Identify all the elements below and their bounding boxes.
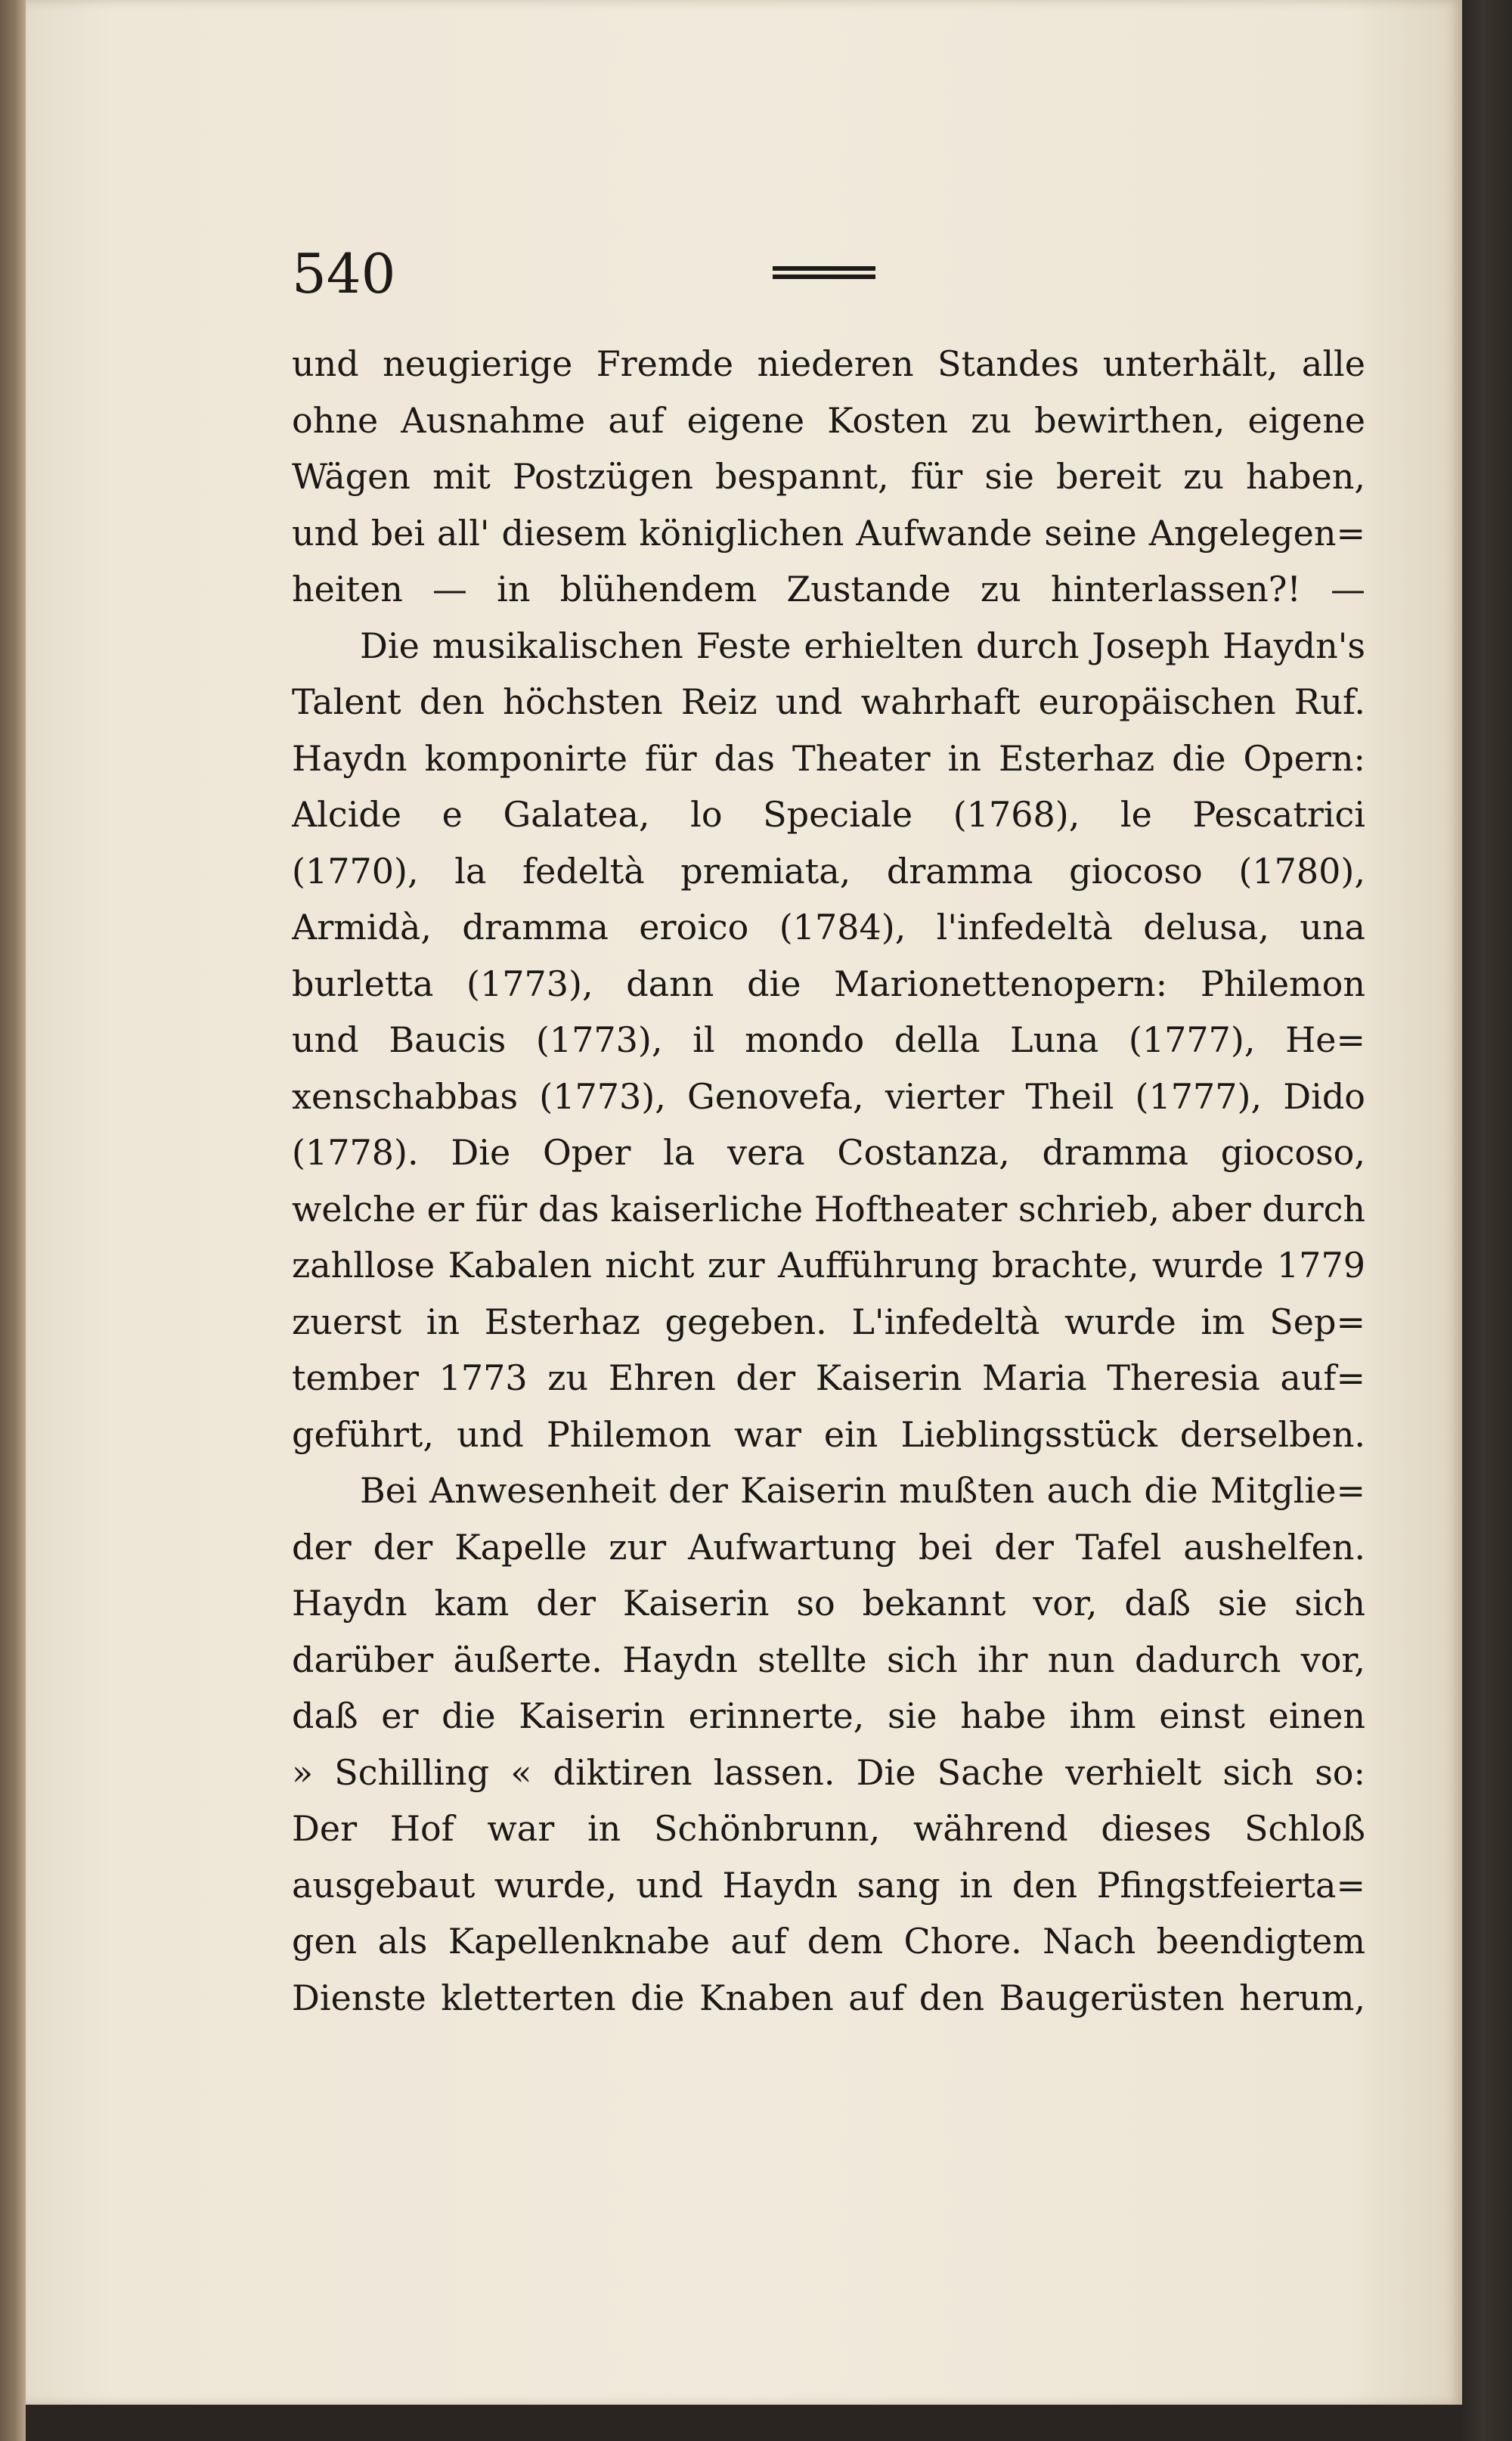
text-line: Armidà, dramma eroico (1784), l'infedeltà delusa, una <box>292 907 1365 948</box>
text-line: Die musikalischen Feste erhielten durch Joseph Haydn's <box>360 625 1365 666</box>
body-text <box>292 336 1365 2026</box>
page-header <box>292 243 1365 304</box>
text-line: (1778). Die Oper la vera Costanza, dramma giocoso, <box>292 1132 1365 1173</box>
text-line: Bei Anwesenheit der Kaiserin mußten auch die Mitglie= <box>360 1470 1365 1511</box>
text-line: der der Kapelle zur Aufwartung bei der Tafel aushelfen. <box>292 1526 1365 1568</box>
text-line: tember 1773 zu Ehren der Kaiserin Maria Theresia auf= <box>292 1357 1365 1398</box>
text-line: Wägen mit Postzügen bespannt, für sie bereit zu haben, <box>292 456 1365 497</box>
text-line: Haydn komponirte für das Theater in Esterhaz die Opern: <box>292 737 1365 779</box>
text-line: ohne Ausnahme auf eigene Kosten zu bewirthen, eigene <box>292 399 1365 441</box>
text-line: und neugierige Fremde niederen Standes unterhält, alle <box>292 343 1365 384</box>
text-line: und bei all' diesem königlichen Aufwande seine Angelegen= <box>292 512 1365 554</box>
header-ornament-rule <box>773 266 875 281</box>
text-line: » Schilling « diktiren lassen. Die Sache verhielt sich so: <box>292 1751 1365 1793</box>
bottom-edge <box>26 2405 1462 2441</box>
text-line: daß er die Kaiserin erinnerte, sie habe ihm einst einen <box>292 1695 1365 1736</box>
text-line: Talent den höchsten Reiz und wahrhaft europäischen Ruf. <box>292 681 1365 722</box>
text-line: Dienste kletterten die Knaben auf den Baugerüsten herum, <box>292 1977 1365 2018</box>
text-line: geführt, und Philemon war ein Lieblingsstück derselben. <box>292 1413 1365 1455</box>
text-line: zuerst in Esterhaz gegeben. L'infedeltà wurde im Sep= <box>292 1301 1365 1342</box>
text-line: xenschabbas (1773), Genovefa, vierter Theil (1777), Dido <box>292 1075 1365 1117</box>
text-line: zahllose Kabalen nicht zur Aufführung brachte, wurde 1779 <box>292 1245 1365 1286</box>
text-line: darüber äußerte. Haydn stellte sich ihr nun dadurch vor, <box>292 1639 1365 1680</box>
text-line: burletta (1773), dann die Marionettenopern: Philemon <box>292 963 1365 1004</box>
text-line: Alcide e Galatea, lo Speciale (1768), le Pescatrici <box>292 794 1365 835</box>
page-number: 540 <box>292 242 396 306</box>
text-line: und Baucis (1773), il mondo della Luna (1777), He= <box>292 1019 1365 1060</box>
text-line: Haydn kam der Kaiserin so bekannt vor, daß sie sich <box>292 1583 1365 1624</box>
text-line: (1770), la fedeltà premiata, dramma giocoso (1780), <box>292 850 1365 892</box>
text-line: ausgebaut wurde, und Haydn sang in den Pfingstfeierta= <box>292 1864 1365 1906</box>
text-line: gen als Kapellenknabe auf dem Chore. Nach beendigtem <box>292 1921 1365 1962</box>
text-line: heiten — in blühendem Zustande zu hinterlassen?! — <box>292 569 1365 609</box>
text-line: Der Hof war in Schönbrunn, während dieses Schloß <box>292 1808 1365 1849</box>
text-line: welche er für das kaiserliche Hoftheater schrieb, aber durch <box>292 1188 1365 1230</box>
binding-edge <box>0 0 26 2441</box>
page-stack-edge <box>1462 0 1512 2441</box>
